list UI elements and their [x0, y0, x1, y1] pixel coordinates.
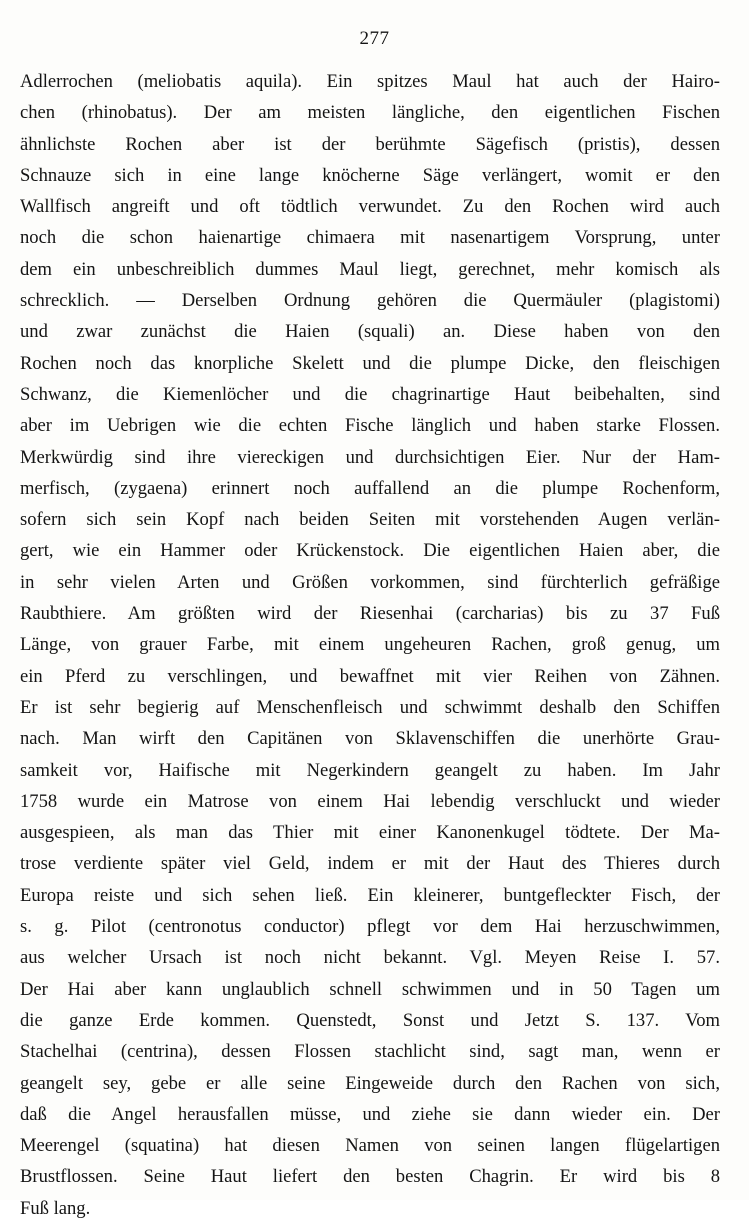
text-line: Wallfisch angreift und oft tödtlich verwundet. Zu den Rochen wird auch: [20, 196, 720, 218]
text-line: schrecklich. — Derselben Ordnung gehören die Quermäuler (plagistomi): [20, 290, 720, 312]
text-line: und zwar zunächst die Haien (squali) an. Diese haben von den: [20, 321, 720, 343]
text-line: Brustflossen. Seine Haut liefert den besten Chagrin. Er wird bis 8: [20, 1166, 720, 1188]
text-line: sofern sich sein Kopf nach beiden Seiten mit vorstehenden Augen verlän-: [20, 509, 720, 531]
text-line: 1758 wurde ein Matrose von einem Hai lebendig verschluckt und wieder: [20, 790, 720, 812]
text-line: Länge, von grauer Farbe, mit einem ungeheuren Rachen, groß genug, um: [20, 634, 720, 656]
text-line: daß die Angel herausfallen müsse, und ziehe sie dann wieder ein. Der: [20, 1103, 720, 1125]
text-line: noch die schon haienartige chimaera mit nasenartigem Vorsprung, unter: [20, 227, 720, 249]
text-line: aber im Uebrigen wie die echten Fische länglich und haben starke Flossen.: [20, 415, 720, 437]
text-line: ausgespieen, als man das Thier mit einer Kanonenkugel tödtete. Der Ma-: [20, 822, 720, 844]
text-line: dem ein unbeschreiblich dummes Maul liegt, gerechnet, mehr komisch als: [20, 258, 720, 280]
text-line: Schwanz, die Kiemenlöcher und die chagrinartige Haut beibehalten, sind: [20, 383, 720, 405]
text-line: Merkwürdig sind ihre viereckigen und durchsichtigen Eier. Nur der Ham-: [20, 446, 720, 468]
text-line: samkeit vor, Haifische mit Negerkindern geangelt zu haben. Im Jahr: [20, 759, 720, 781]
text-line: die ganze Erde kommen. Quenstedt, Sonst und Jetzt S. 137. Vom: [20, 1009, 720, 1031]
text-line: Stachelhai (centrina), dessen Flossen stachlicht sind, sagt man, wenn er: [20, 1041, 720, 1063]
text-line: merfisch, (zygaena) erinnert noch auffallend an die plumpe Rochenform,: [20, 477, 720, 499]
text-line: gert, wie ein Hammer oder Krückenstock. Die eigentlichen Haien aber, die: [20, 540, 720, 562]
text-line: Schnauze sich in eine lange knöcherne Säge verlängert, womit er den: [20, 164, 720, 186]
page-number: 277: [359, 28, 390, 49]
text-line: Meerengel (squatina) hat diesen Namen von seinen langen flügelartigen: [20, 1135, 720, 1157]
text-line: s. g. Pilot (centronotus conductor) pflegt vor dem Hai herzuschwimmen,: [20, 916, 720, 938]
text-line: aus welcher Ursach ist noch nicht bekannt. Vgl. Meyen Reise I. 57.: [20, 947, 720, 969]
text-line: Raubthiere. Am größten wird der Riesenhai (carcharias) bis zu 37 Fuß: [20, 603, 720, 625]
text-line: nach. Man wirft den Capitänen von Sklavenschiffen die unerhörte Grau-: [20, 728, 720, 750]
text-line: geangelt sey, gebe er alle seine Eingeweide durch den Rachen von sich,: [20, 1072, 720, 1094]
text-line: trose verdiente später viel Geld, indem er mit der Haut des Thieres durch: [20, 853, 720, 875]
body-text: [20, 66, 720, 1224]
text-line: in sehr vielen Arten und Größen vorkommen, sind fürchterlich gefräßige: [20, 571, 720, 593]
text-line: Rochen noch das knorpliche Skelett und die plumpe Dicke, den fleischigen: [20, 352, 720, 374]
text-line: Adlerrochen (meliobatis aquila). Ein spitzes Maul hat auch der Hairo-: [20, 71, 720, 92]
text-line: ein Pferd zu verschlingen, und bewaffnet mit vier Reihen von Zähnen.: [20, 665, 720, 687]
text-line: Fuß lang.: [20, 1197, 91, 1219]
text-line: Er ist sehr begierig auf Menschenfleisch und schwimmt deshalb den Schiffen: [20, 696, 720, 718]
text-line: ähnlichste Rochen aber ist der berühmte Sägefisch (pristis), dessen: [20, 133, 720, 155]
text-line: chen (rhinobatus). Der am meisten längliche, den eigentlichen Fischen: [20, 102, 720, 124]
text-line: Europa reiste und sich sehen ließ. Ein kleinerer, buntgefleckter Fisch, der: [20, 884, 720, 906]
text-line: Der Hai aber kann unglaublich schnell schwimmen und in 50 Tagen um: [20, 978, 720, 1000]
